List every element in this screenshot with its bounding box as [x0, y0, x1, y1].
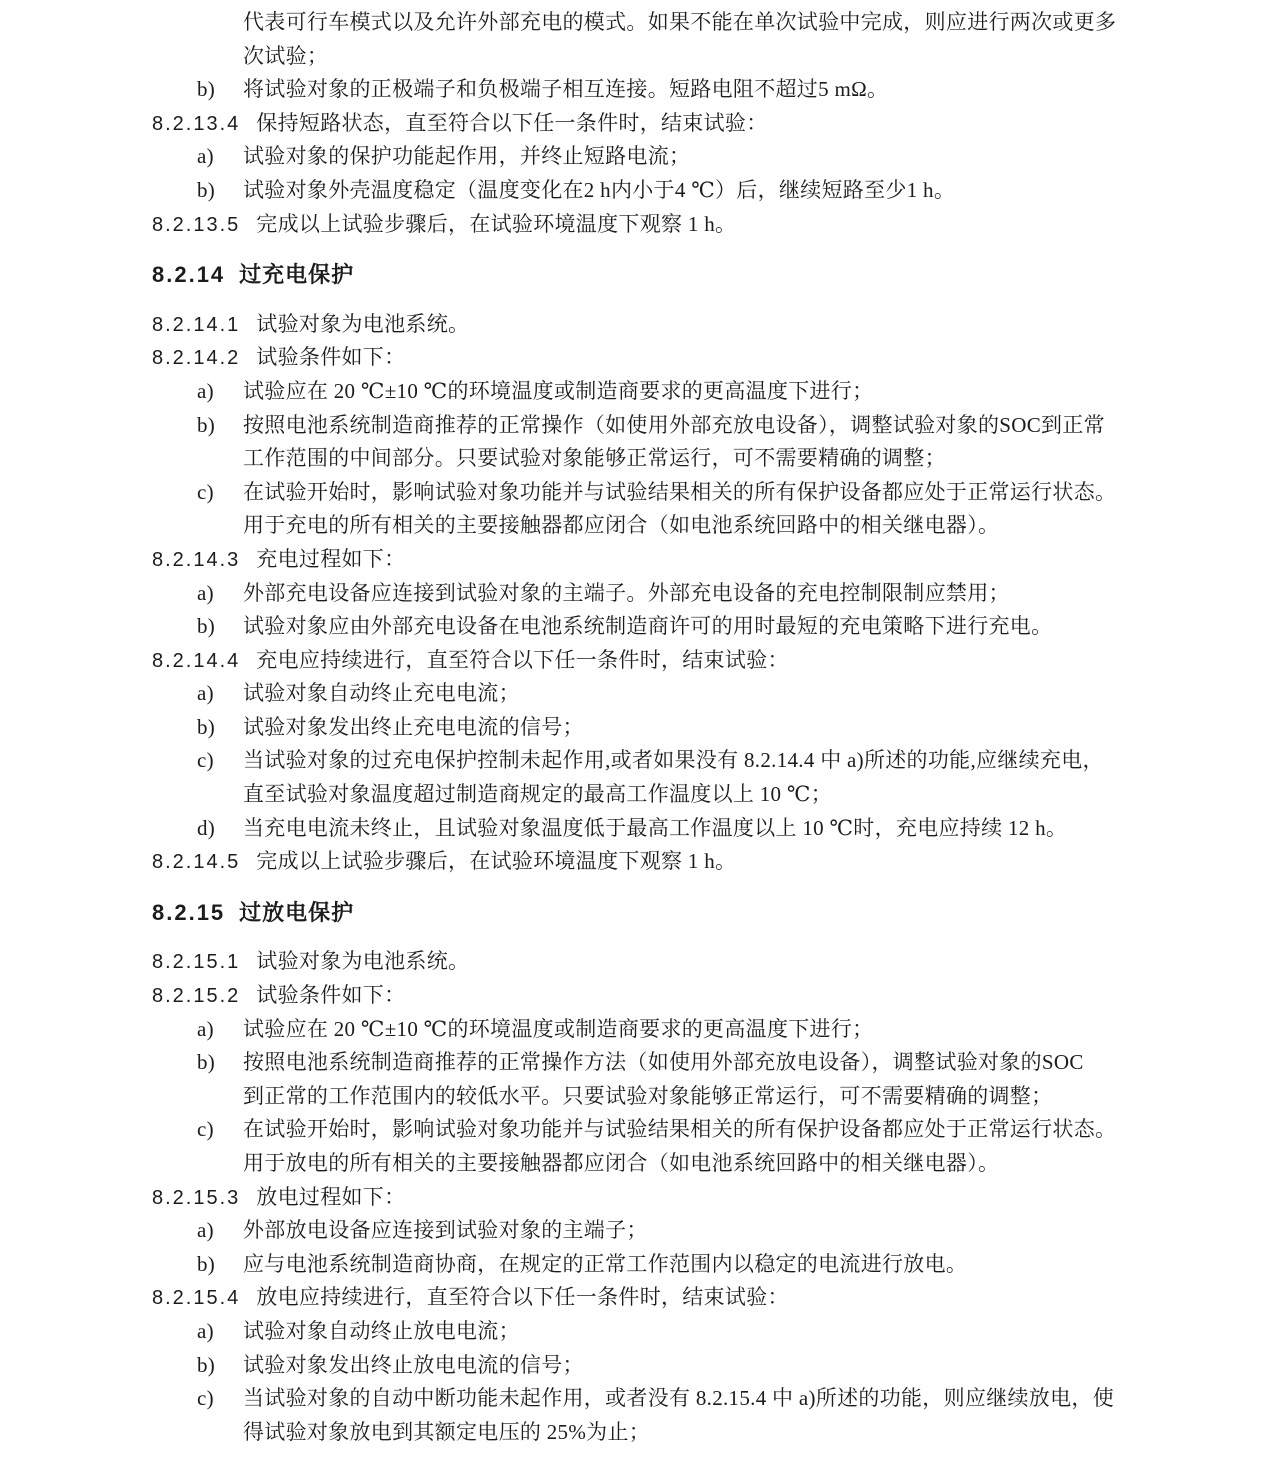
list-text: 试验对象发出终止充电电流的信号； — [243, 714, 584, 739]
list-marker: b) — [197, 412, 216, 437]
list-marker: b) — [197, 614, 216, 639]
section-line — [152, 543, 1162, 577]
section-text: 试验对象为电池系统。 — [256, 949, 470, 974]
section-line — [152, 1181, 1162, 1215]
section-number: 8.2.13.5 — [152, 213, 241, 236]
list-text: 试验应在 20 ℃±10 ℃的环境温度或制造商要求的更高温度下进行； — [243, 378, 874, 403]
list-item — [152, 1248, 1162, 1282]
section-text: 放电过程如下： — [256, 1184, 406, 1209]
section-text: 放电应持续进行，直至符合以下任一条件时，结束试验： — [256, 1285, 789, 1310]
continuation-text: 用于放电的所有相关的主要接触器都应闭合（如电池系统回路中的相关继电器）。 — [243, 1151, 1000, 1175]
continuation-line — [152, 40, 1162, 74]
list-item — [152, 711, 1162, 745]
section-line — [152, 107, 1162, 141]
list-item — [152, 409, 1162, 443]
list-marker: c) — [197, 479, 214, 504]
list-marker: a) — [197, 144, 214, 169]
list-marker: b) — [197, 1352, 216, 1377]
list-text: 外部充电设备应连接到试验对象的主端子。外部充电设备的充电控制限制应禁用； — [243, 580, 1010, 605]
continuation-line — [152, 1416, 1162, 1450]
list-item — [152, 174, 1162, 208]
chapter-heading — [152, 258, 1162, 292]
section-text: 试验条件如下： — [256, 983, 406, 1008]
continuation-line — [152, 1080, 1162, 1114]
list-item — [152, 677, 1162, 711]
section-text: 试验条件如下： — [256, 345, 406, 370]
list-text: 当充电电流未终止，且试验对象温度低于最高工作温度以上 10 ℃时，充电应持续 12 h。 — [243, 815, 1068, 840]
list-text: 在试验开始时，影响试验对象功能并与试验结果相关的所有保护设备都应处于正常运行状态。 — [243, 479, 1117, 504]
list-text: 将试验对象的正极端子和负极端子相互连接。短路电阻不超过5 mΩ。 — [243, 77, 889, 102]
section-line — [152, 1281, 1162, 1315]
heading-title: 过充电保护 — [239, 262, 355, 288]
list-marker: c) — [197, 1117, 214, 1142]
list-marker: b) — [197, 177, 216, 202]
continuation-text: 得试验对象放电到其额定电压的 25%为止； — [243, 1419, 651, 1444]
section-text: 充电应持续进行，直至符合以下任一条件时，结束试验： — [256, 647, 789, 672]
list-item — [152, 1315, 1162, 1349]
section-number: 8.2.14.2 — [152, 347, 241, 370]
heading-title: 过放电保护 — [239, 899, 355, 925]
list-item — [152, 744, 1162, 778]
section-number: 8.2.14.4 — [152, 649, 241, 672]
list-marker: a) — [197, 1016, 214, 1041]
section-number: 8.2.14.5 — [152, 851, 241, 874]
section-line — [152, 341, 1162, 375]
section-text: 充电过程如下： — [256, 546, 406, 571]
list-marker: b) — [197, 77, 216, 102]
section-line — [152, 208, 1162, 242]
section-line — [152, 308, 1162, 342]
chapter-heading — [152, 896, 1162, 930]
list-item — [152, 1013, 1162, 1047]
list-item — [152, 812, 1162, 846]
section-number: 8.2.14.1 — [152, 313, 241, 336]
continuation-line — [152, 6, 1162, 40]
list-item — [152, 73, 1162, 107]
section-number: 8.2.15.1 — [152, 951, 241, 974]
continuation-text: 次试验； — [243, 43, 329, 68]
section-line — [152, 945, 1162, 979]
section-text: 试验对象为电池系统。 — [256, 311, 470, 336]
list-marker: b) — [197, 1251, 216, 1276]
list-text: 试验对象自动终止充电电流； — [243, 681, 520, 706]
list-text: 试验对象外壳温度稳定（温度变化在2 h内小于4 ℃）后，继续短路至少1 h。 — [243, 177, 956, 202]
section-line — [152, 979, 1162, 1013]
continuation-text: 用于充电的所有相关的主要接触器都应闭合（如电池系统回路中的相关继电器）。 — [243, 513, 1000, 538]
list-item — [152, 140, 1162, 174]
list-marker: c) — [197, 1386, 214, 1411]
continuation-line — [152, 442, 1162, 476]
section-number: 8.2.15.2 — [152, 985, 241, 1008]
list-marker: a) — [197, 580, 214, 605]
continuation-text: 到正常的工作范围内的较低水平。只要试验对象能够正常运行，可不需要精确的调整； — [243, 1083, 1053, 1108]
heading-number: 8.2.14 — [152, 262, 226, 288]
list-item — [152, 1349, 1162, 1383]
list-text: 试验应在 20 ℃±10 ℃的环境温度或制造商要求的更高温度下进行； — [243, 1016, 874, 1041]
section-number: 8.2.13.4 — [152, 112, 241, 135]
list-text: 试验对象发出终止放电电流的信号； — [243, 1352, 584, 1377]
list-marker: a) — [197, 681, 214, 706]
list-text: 应与电池系统制造商协商，在规定的正常工作范围内以稳定的电流进行放电。 — [243, 1251, 968, 1276]
section-text: 完成以上试验步骤后，在试验环境温度下观察 1 h。 — [256, 211, 737, 236]
list-text: 当试验对象的自动中断功能未起作用，或者没有 8.2.15.4 中 a)所述的功能，则应继续放电，使 — [243, 1386, 1115, 1411]
list-text: 试验对象自动终止放电电流； — [243, 1318, 520, 1343]
list-text: 试验对象的保护功能起作用，并终止短路电流； — [243, 144, 691, 169]
section-number: 8.2.15.3 — [152, 1186, 241, 1209]
heading-number: 8.2.15 — [152, 899, 226, 925]
continuation-line — [152, 1147, 1162, 1181]
section-number: 8.2.15.4 — [152, 1287, 241, 1310]
list-item — [152, 1046, 1162, 1080]
continuation-text: 工作范围的中间部分。只要试验对象能够正常运行，可不需要精确的调整； — [243, 446, 946, 471]
list-marker: a) — [197, 1218, 214, 1243]
section-number: 8.2.14.3 — [152, 548, 241, 571]
list-marker: a) — [197, 1318, 214, 1343]
list-item — [152, 1214, 1162, 1248]
continuation-line — [152, 778, 1162, 812]
section-text: 完成以上试验步骤后，在试验环境温度下观察 1 h。 — [256, 849, 737, 874]
section-line — [152, 845, 1162, 879]
list-item — [152, 1382, 1162, 1416]
list-marker: d) — [197, 815, 216, 840]
document-body — [152, 6, 1162, 1449]
list-marker: b) — [197, 714, 216, 739]
list-item — [152, 1113, 1162, 1147]
list-text: 按照电池系统制造商推荐的正常操作方法（如使用外部充放电设备），调整试验对象的SOC — [243, 1050, 1084, 1075]
continuation-text: 代表可行车模式以及允许外部充电的模式。如果不能在单次试验中完成，则应进行两次或更多 — [243, 10, 1117, 34]
list-item — [152, 577, 1162, 611]
list-text: 外部放电设备应连接到试验对象的主端子； — [243, 1218, 648, 1243]
list-item — [152, 375, 1162, 409]
list-text: 试验对象应由外部充电设备在电池系统制造商许可的用时最短的充电策略下进行充电。 — [243, 614, 1053, 639]
list-text: 在试验开始时，影响试验对象功能并与试验结果相关的所有保护设备都应处于正常运行状态。 — [243, 1117, 1117, 1142]
continuation-line — [152, 509, 1162, 543]
list-text: 按照电池系统制造商推荐的正常操作（如使用外部充放电设备），调整试验对象的SOC到正常 — [243, 412, 1105, 437]
continuation-text: 直至试验对象温度超过制造商规定的最高工作温度以上 10 ℃； — [243, 782, 832, 807]
list-text: 当试验对象的过充电保护控制未起作用,或者如果没有 8.2.14.4 中 a)所述的功能,应继续充电， — [243, 748, 1104, 773]
list-item — [152, 610, 1162, 644]
list-item — [152, 476, 1162, 510]
section-text: 保持短路状态，直至符合以下任一条件时，结束试验： — [256, 110, 768, 135]
list-marker: b) — [197, 1050, 216, 1075]
section-line — [152, 644, 1162, 678]
list-marker: c) — [197, 748, 214, 773]
list-marker: a) — [197, 378, 214, 403]
